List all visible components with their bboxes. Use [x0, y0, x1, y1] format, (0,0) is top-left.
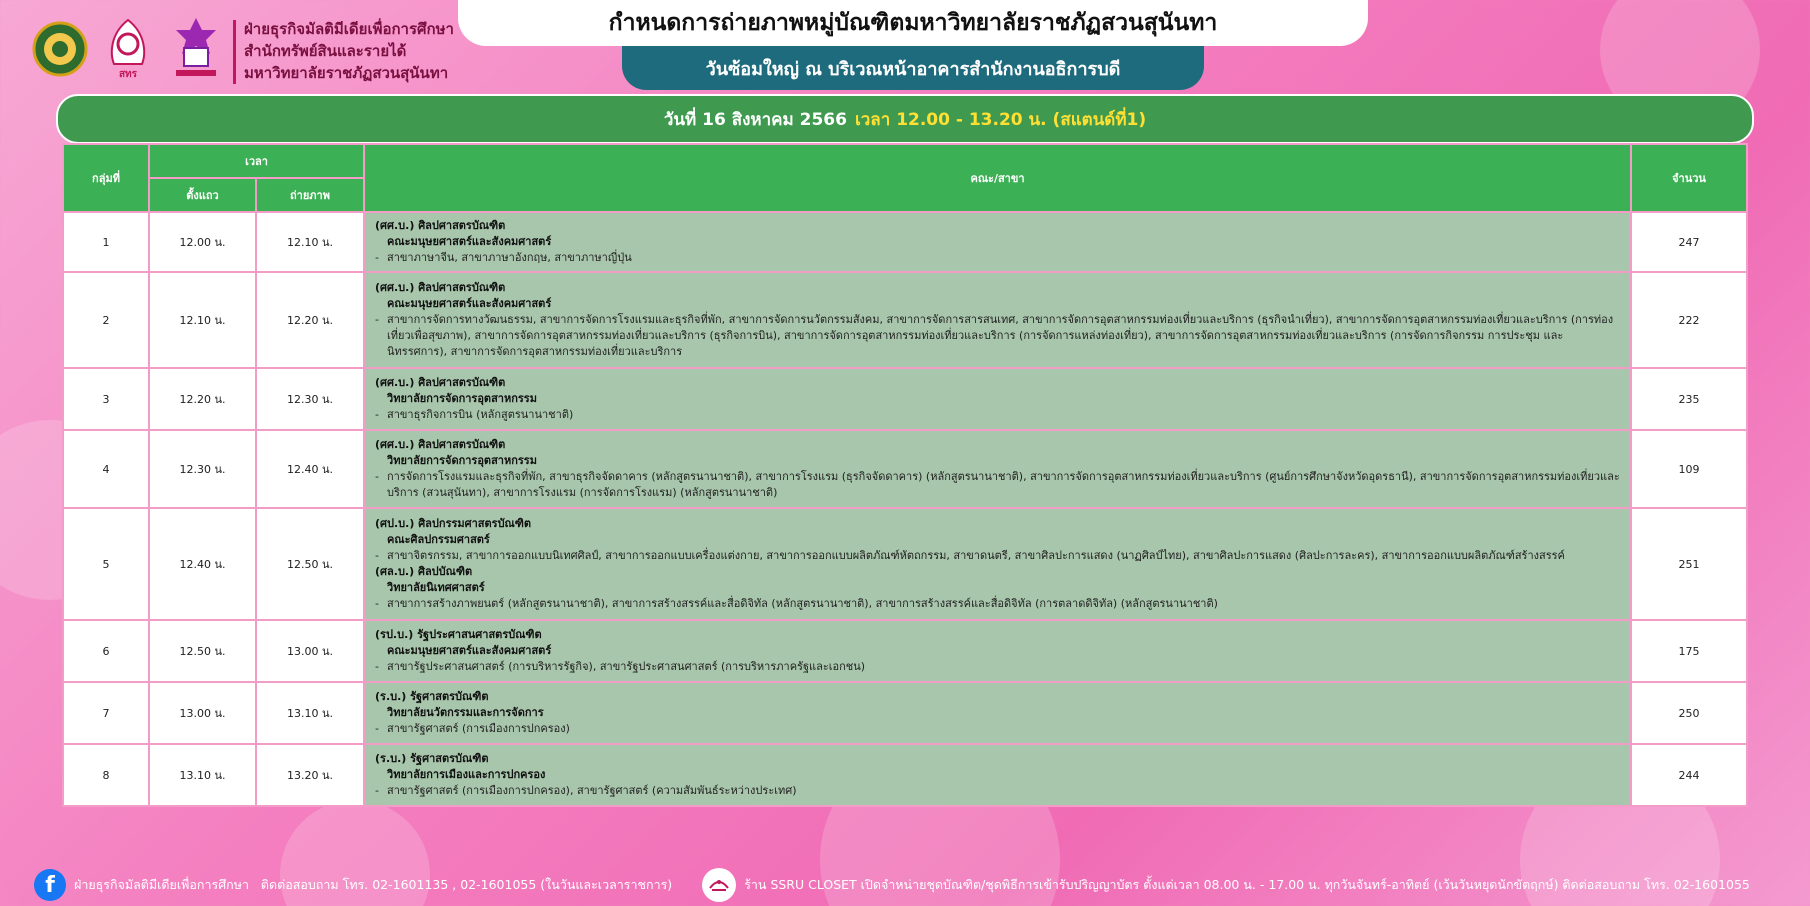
page-title: กำหนดการถ่ายภาพหมู่บัณฑิตมหาวิทยาลัยราชภัฏสวนสุนันทา	[458, 0, 1368, 46]
schedule-table	[62, 143, 1748, 807]
header-faculty: คณะ/สาขา	[364, 144, 1631, 212]
organization-name	[244, 18, 454, 84]
photo-time: 13.20 น.	[256, 744, 364, 806]
student-count: 247	[1631, 212, 1747, 272]
degree-name: (ศล.บ.) ศิลปบัณฑิต	[375, 565, 473, 578]
degree-name: (ร.บ.) รัฐศาสตรบัณฑิต	[375, 690, 489, 703]
faculty-name: วิทยาลัยนวัตกรรมและการจัดการ	[387, 706, 544, 719]
table-row	[63, 272, 1747, 368]
major-list: - สาขาการจัดการทางวัฒนธรรม, สาขาการจัดการโรงแรมและธุรกิจที่พัก, สาขาการจัดการนวัตกรรมสังคม, สาขาการจัดการสารสนเทศ, สาขาการจัดการอุตสาหกรรมท่องเที่ยวและบริการ (ธุรกิจนำเที่ยว), สาขาการจัดการอุตสาหกรรมท่องเที่ยวและบริการ (การท่องเที่ยวเพื่อสุขภาพ), สาขาการจัดการอุตสาหกรรมท่องเที่ยวและบริการ (ธุรกิจการบิน), สาขาการจัดการอุตสาหกรรมท่องเที่ยวและบริการ (การจัดการแหล่งท่องเที่ยว), สาขาการจัดการอุตสาหกรรมท่องเที่ยวและบริการ (การจัดการกิจกรรม การประชุม และนิทรรศการ), สาขาการจัดการอุตสาหกรรมท่องเที่ยวและบริการ	[375, 312, 1620, 360]
faculty-cell	[364, 272, 1631, 368]
faculty-name: คณะมนุษยศาสตร์และสังคมศาสตร์	[387, 235, 552, 248]
faculty-name: วิทยาลัยการจัดการอุตสาหกรรม	[387, 454, 537, 467]
faculty-name: วิทยาลัยการจัดการอุตสาหกรรม	[387, 392, 537, 405]
schedule-body	[63, 212, 1747, 806]
group-number: 4	[63, 430, 149, 508]
org-divider	[233, 20, 236, 84]
major-list: - สาขารัฐศาสตร์ (การเมืองการปกครอง)	[375, 721, 1620, 737]
faculty-cell	[364, 368, 1631, 430]
lineup-time: 12.40 น.	[149, 508, 256, 620]
student-count: 250	[1631, 682, 1747, 744]
student-count: 244	[1631, 744, 1747, 806]
major-list: - สาขารัฐประศาสนศาสตร์ (การบริหารรัฐกิจ), สาขารัฐประศาสนศาสตร์ (การบริหารภาครัฐและเอกชน)	[375, 659, 1620, 675]
header-group: กลุ่มที่	[63, 144, 149, 212]
page-subtitle: วันซ้อมใหญ่ ณ บริเวณหน้าอาคารสำนักงานอธิการบดี	[622, 46, 1204, 90]
org-line-2: สำนักทรัพย์สินและรายได้	[244, 42, 407, 60]
major-list: - สาขาจิตรกรรม, สาขาการออกแบบนิเทศศิลป์, สาขาการออกแบบเครื่องแต่งกาย, สาขาการออกแบบผลิตภัณฑ์หัตถกรรม, สาขาดนตรี, สาขาศิลปะการแสดง (นาฏศิลป์ไทย), สาขาศิลปะการแสดง (ศิลปะการละคร), สาขาการออกแบบผลิตภัณฑ์สร้างสรรค์	[375, 548, 1620, 564]
major-list: - สาขาการสร้างภาพยนตร์ (หลักสูตรนานาชาติ), สาขาการสร้างสรรค์และสื่อดิจิทัล (หลักสูตรนานาชาติ), สาขาการสร้างสรรค์และสื่อดิจิทัล (การตลาดดิจิทัล) (หลักสูตรนานาชาติ)	[375, 596, 1620, 612]
logo-group	[32, 14, 224, 84]
faculty-name: คณะมนุษยศาสตร์และสังคมศาสตร์	[387, 297, 552, 310]
header-time: เวลา	[149, 144, 364, 178]
faculty-name: คณะมนุษยศาสตร์และสังคมศาสตร์	[387, 644, 552, 657]
degree-name: (ศศ.บ.) ศิลปศาสตรบัณฑิต	[375, 438, 506, 451]
org-line-3: มหาวิทยาลัยราชภัฏสวนสุนันทา	[244, 64, 449, 82]
group-number: 3	[63, 368, 149, 430]
group-number: 7	[63, 682, 149, 744]
footer-closet-info: ร้าน SSRU CLOSET เปิดจำหน่ายชุดบัณฑิต/ชุดพิธีการเข้ารับปริญญาบัตร ตั้งแต่เวลา 08.00 น. - 17.00 น. ทุกวันจันทร์-อาทิตย์ (เว้นวันหยุดนักขัตฤกษ์) ติดต่อสอบถาม โทร. 02-1601055	[744, 877, 1750, 892]
faculty-cell	[364, 508, 1631, 620]
faculty-cell	[364, 212, 1631, 272]
photo-time: 12.30 น.	[256, 368, 364, 430]
student-count: 251	[1631, 508, 1747, 620]
date-text: วันที่ 16 สิงหาคม 2566	[663, 109, 847, 130]
photo-time: 12.40 น.	[256, 430, 364, 508]
photo-time: 12.50 น.	[256, 508, 364, 620]
table-row	[63, 212, 1747, 272]
org-line-1: ฝ่ายธุรกิจมัลติมีเดียเพื่อการศึกษา	[244, 20, 454, 38]
facebook-icon[interactable]: f	[34, 869, 66, 901]
lineup-time: 12.50 น.	[149, 620, 256, 682]
table-row	[63, 744, 1747, 806]
time-text: เวลา 12.00 - 13.20 น. (สแตนด์ที่1)	[854, 109, 1147, 130]
date-bar	[56, 94, 1754, 144]
degree-name: (ศป.บ.) ศิลปกรรมศาสตรบัณฑิต	[375, 517, 532, 530]
university-seal-logo	[32, 14, 88, 84]
photo-time: 13.00 น.	[256, 620, 364, 682]
table-row	[63, 508, 1747, 620]
footer	[34, 870, 1794, 900]
degree-name: (ศศ.บ.) ศิลปศาสตรบัณฑิต	[375, 281, 506, 294]
faculty-name: คณะศิลปกรรมศาสตร์	[387, 533, 490, 546]
table-row	[63, 682, 1747, 744]
lineup-time: 12.20 น.	[149, 368, 256, 430]
major-list: - สาขารัฐศาสตร์ (การเมืองการปกครอง), สาขารัฐศาสตร์ (ความสัมพันธ์ระหว่างประเทศ)	[375, 783, 1620, 799]
student-count: 175	[1631, 620, 1747, 682]
office-logo	[100, 14, 156, 84]
lineup-time: 12.30 น.	[149, 430, 256, 508]
office-logo-text: สทร	[118, 69, 138, 80]
group-number: 6	[63, 620, 149, 682]
header-count: จำนวน	[1631, 144, 1747, 212]
lineup-time: 12.00 น.	[149, 212, 256, 272]
group-number: 2	[63, 272, 149, 368]
faculty-name: วิทยาลัยการเมืองและการปกครอง	[387, 768, 546, 781]
faculty-name: วิทยาลัยนิเทศศาสตร์	[387, 581, 485, 594]
lineup-time: 12.10 น.	[149, 272, 256, 368]
group-number: 8	[63, 744, 149, 806]
major-list: - การจัดการโรงแรมและธุรกิจที่พัก, สาขาธุรกิจจัดดาคาร (หลักสูตรนานาชาติ), สาขาการโรงแรม (ธุรกิจจัดดาคาร) (หลักสูตรนานาชาติ), สาขาการจัดการอุตสาหกรรมท่องเที่ยวและบริการ (ศูนย์การศึกษาจังหวัดอุดรธานี), สาขาการจัดการอุตสาหกรรมท่องเที่ยวและบริการ (สวนสุนันทา), สาขาการโรงแรม (การจัดการโรงแรม) (หลักสูตรนานาชาติ)	[375, 469, 1620, 501]
table-row	[63, 430, 1747, 508]
group-number: 5	[63, 508, 149, 620]
table-row	[63, 368, 1747, 430]
photo-time: 12.10 น.	[256, 212, 364, 272]
major-list: - สาขาภาษาจีน, สาขาภาษาอังกฤษ, สาขาภาษาญี่ปุ่น	[375, 250, 1620, 266]
multimedia-logo	[168, 14, 224, 84]
photo-time: 12.20 น.	[256, 272, 364, 368]
degree-name: (รป.บ.) รัฐประศาสนศาสตรบัณฑิต	[375, 628, 542, 641]
degree-name: (ร.บ.) รัฐศาสตรบัณฑิต	[375, 752, 489, 765]
student-count: 222	[1631, 272, 1747, 368]
footer-contact: ฝ่ายธุรกิจมัลติมีเดียเพื่อการศึกษา ติดต่อสอบถาม โทร. 02-1601135 , 02-1601055 (ในวันและเวลาราชการ)	[74, 877, 673, 892]
faculty-cell	[364, 682, 1631, 744]
header-lineup: ตั้งแถว	[149, 178, 256, 212]
faculty-cell	[364, 430, 1631, 508]
faculty-cell	[364, 620, 1631, 682]
closet-logo-icon	[702, 868, 736, 902]
lineup-time: 13.10 น.	[149, 744, 256, 806]
student-count: 109	[1631, 430, 1747, 508]
major-list: - สาขาธุรกิจการบิน (หลักสูตรนานาชาติ)	[375, 407, 1620, 423]
lineup-time: 13.00 น.	[149, 682, 256, 744]
photo-time: 13.10 น.	[256, 682, 364, 744]
table-row	[63, 620, 1747, 682]
student-count: 235	[1631, 368, 1747, 430]
faculty-cell	[364, 744, 1631, 806]
header-photo: ถ่ายภาพ	[256, 178, 364, 212]
group-number: 1	[63, 212, 149, 272]
degree-name: (ศศ.บ.) ศิลปศาสตรบัณฑิต	[375, 219, 506, 232]
degree-name: (ศศ.บ.) ศิลปศาสตรบัณฑิต	[375, 376, 506, 389]
